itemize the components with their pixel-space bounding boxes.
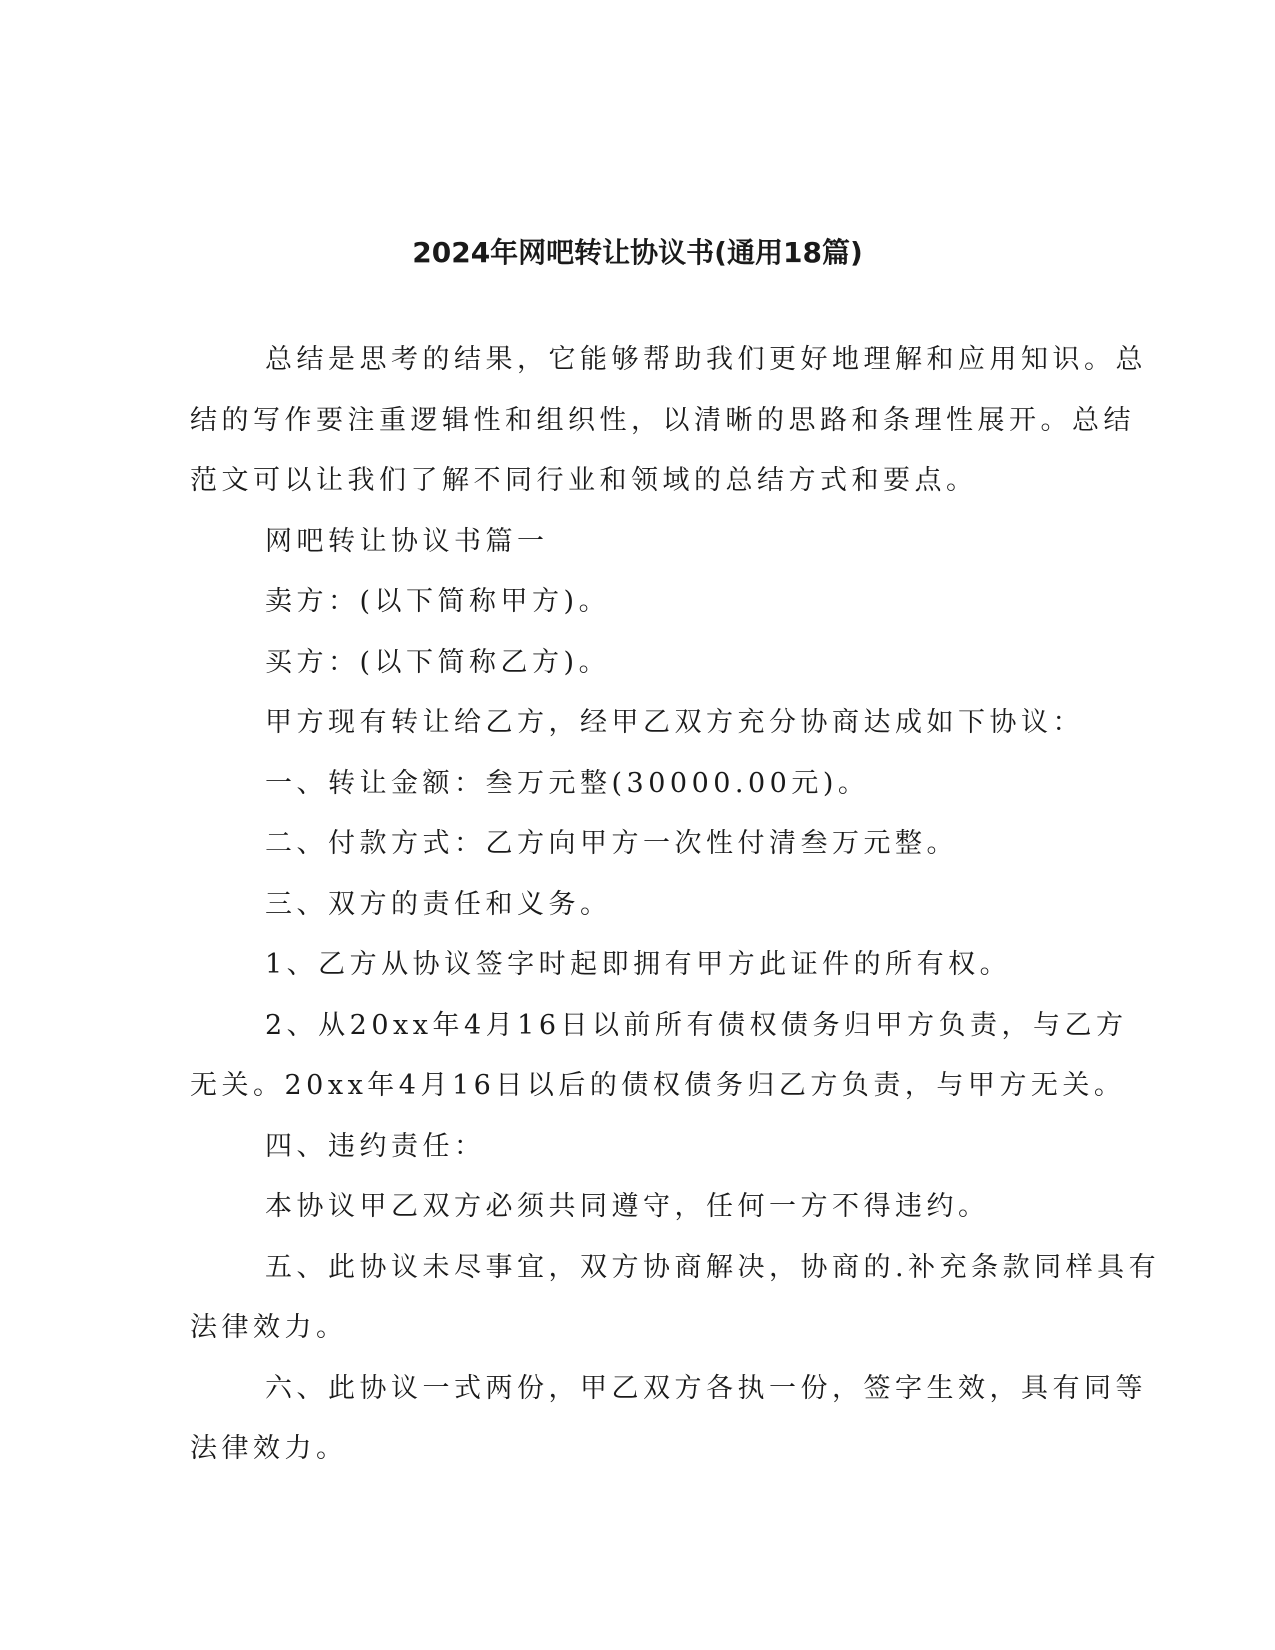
agreement-preamble (190, 693, 1082, 754)
document-body (190, 330, 1161, 1480)
paragraph-line: 买方：(以下简称乙方)。 (265, 646, 611, 678)
paragraph-line: 一、转让金额：叁万元整(30000.00元)。 (265, 767, 870, 799)
paragraph-line: 甲方现有转让给乙方，经甲乙双方充分协商达成如下协议： (265, 707, 1084, 738)
paragraph-line: 六、此协议一式两份，甲乙双方各执一份，签字生效，具有同等 (265, 1372, 1147, 1404)
subclause-debts (190, 996, 1128, 1117)
paragraph-line: 结的写作要注重逻辑性和组织性，以清晰的思路和条理性展开。总结 (190, 404, 1135, 436)
buyer-line (190, 633, 1082, 694)
paragraph-line: 无关。20xx年4月16日以后的债权债务归乙方负责，与甲方无关。 (190, 1070, 1126, 1101)
document-title: 2024年网吧转让协议书(通用18篇) (412, 235, 863, 269)
subclause-ownership (190, 935, 1082, 996)
paragraph-intro (190, 330, 1147, 512)
paragraph-line: 总结是思考的结果，它能够帮助我们更好地理解和应用知识。总 (265, 344, 1147, 375)
paragraph-line: 范文可以让我们了解不同行业和领域的总结方式和要点。 (190, 465, 978, 496)
paragraph-line: 1、乙方从协议签字时起即拥有甲方此证件的所有权。 (265, 949, 1012, 980)
paragraph-line: 卖方：(以下简称甲方)。 (265, 586, 611, 617)
clause-copies-effect (190, 1359, 1147, 1480)
paragraph-line: 法律效力。 (190, 1312, 348, 1343)
clause-unresolved-matters (190, 1238, 1161, 1359)
paragraph-line: 二、付款方式：乙方向甲方一次性付清叁万元整。 (265, 828, 958, 859)
clause-transfer-amount (190, 754, 1082, 815)
breach-liability-text (190, 1177, 1082, 1238)
clause-breach-liability (190, 1117, 1082, 1178)
paragraph-line: 五、此协议未尽事宜，双方协商解决，协商的.补充条款同样具有 (265, 1251, 1161, 1283)
clause-payment-method (190, 814, 1082, 875)
seller-line (190, 572, 1082, 633)
paragraph-line: 2、从20xx年4月16日以前所有债权债务归甲方负责，与乙方 (265, 1009, 1128, 1041)
paragraph-line: 法律效力。 (190, 1433, 348, 1464)
paragraph-line: 三、双方的责任和义务。 (265, 888, 612, 920)
section-heading-part-one (190, 512, 1082, 573)
paragraph-line: 网吧转让协议书篇一 (265, 525, 549, 557)
clause-responsibilities (190, 875, 1082, 936)
paragraph-line: 本协议甲乙双方必须共同遵守，任何一方不得违约。 (265, 1191, 990, 1222)
paragraph-line: 四、违约责任： (265, 1130, 486, 1162)
